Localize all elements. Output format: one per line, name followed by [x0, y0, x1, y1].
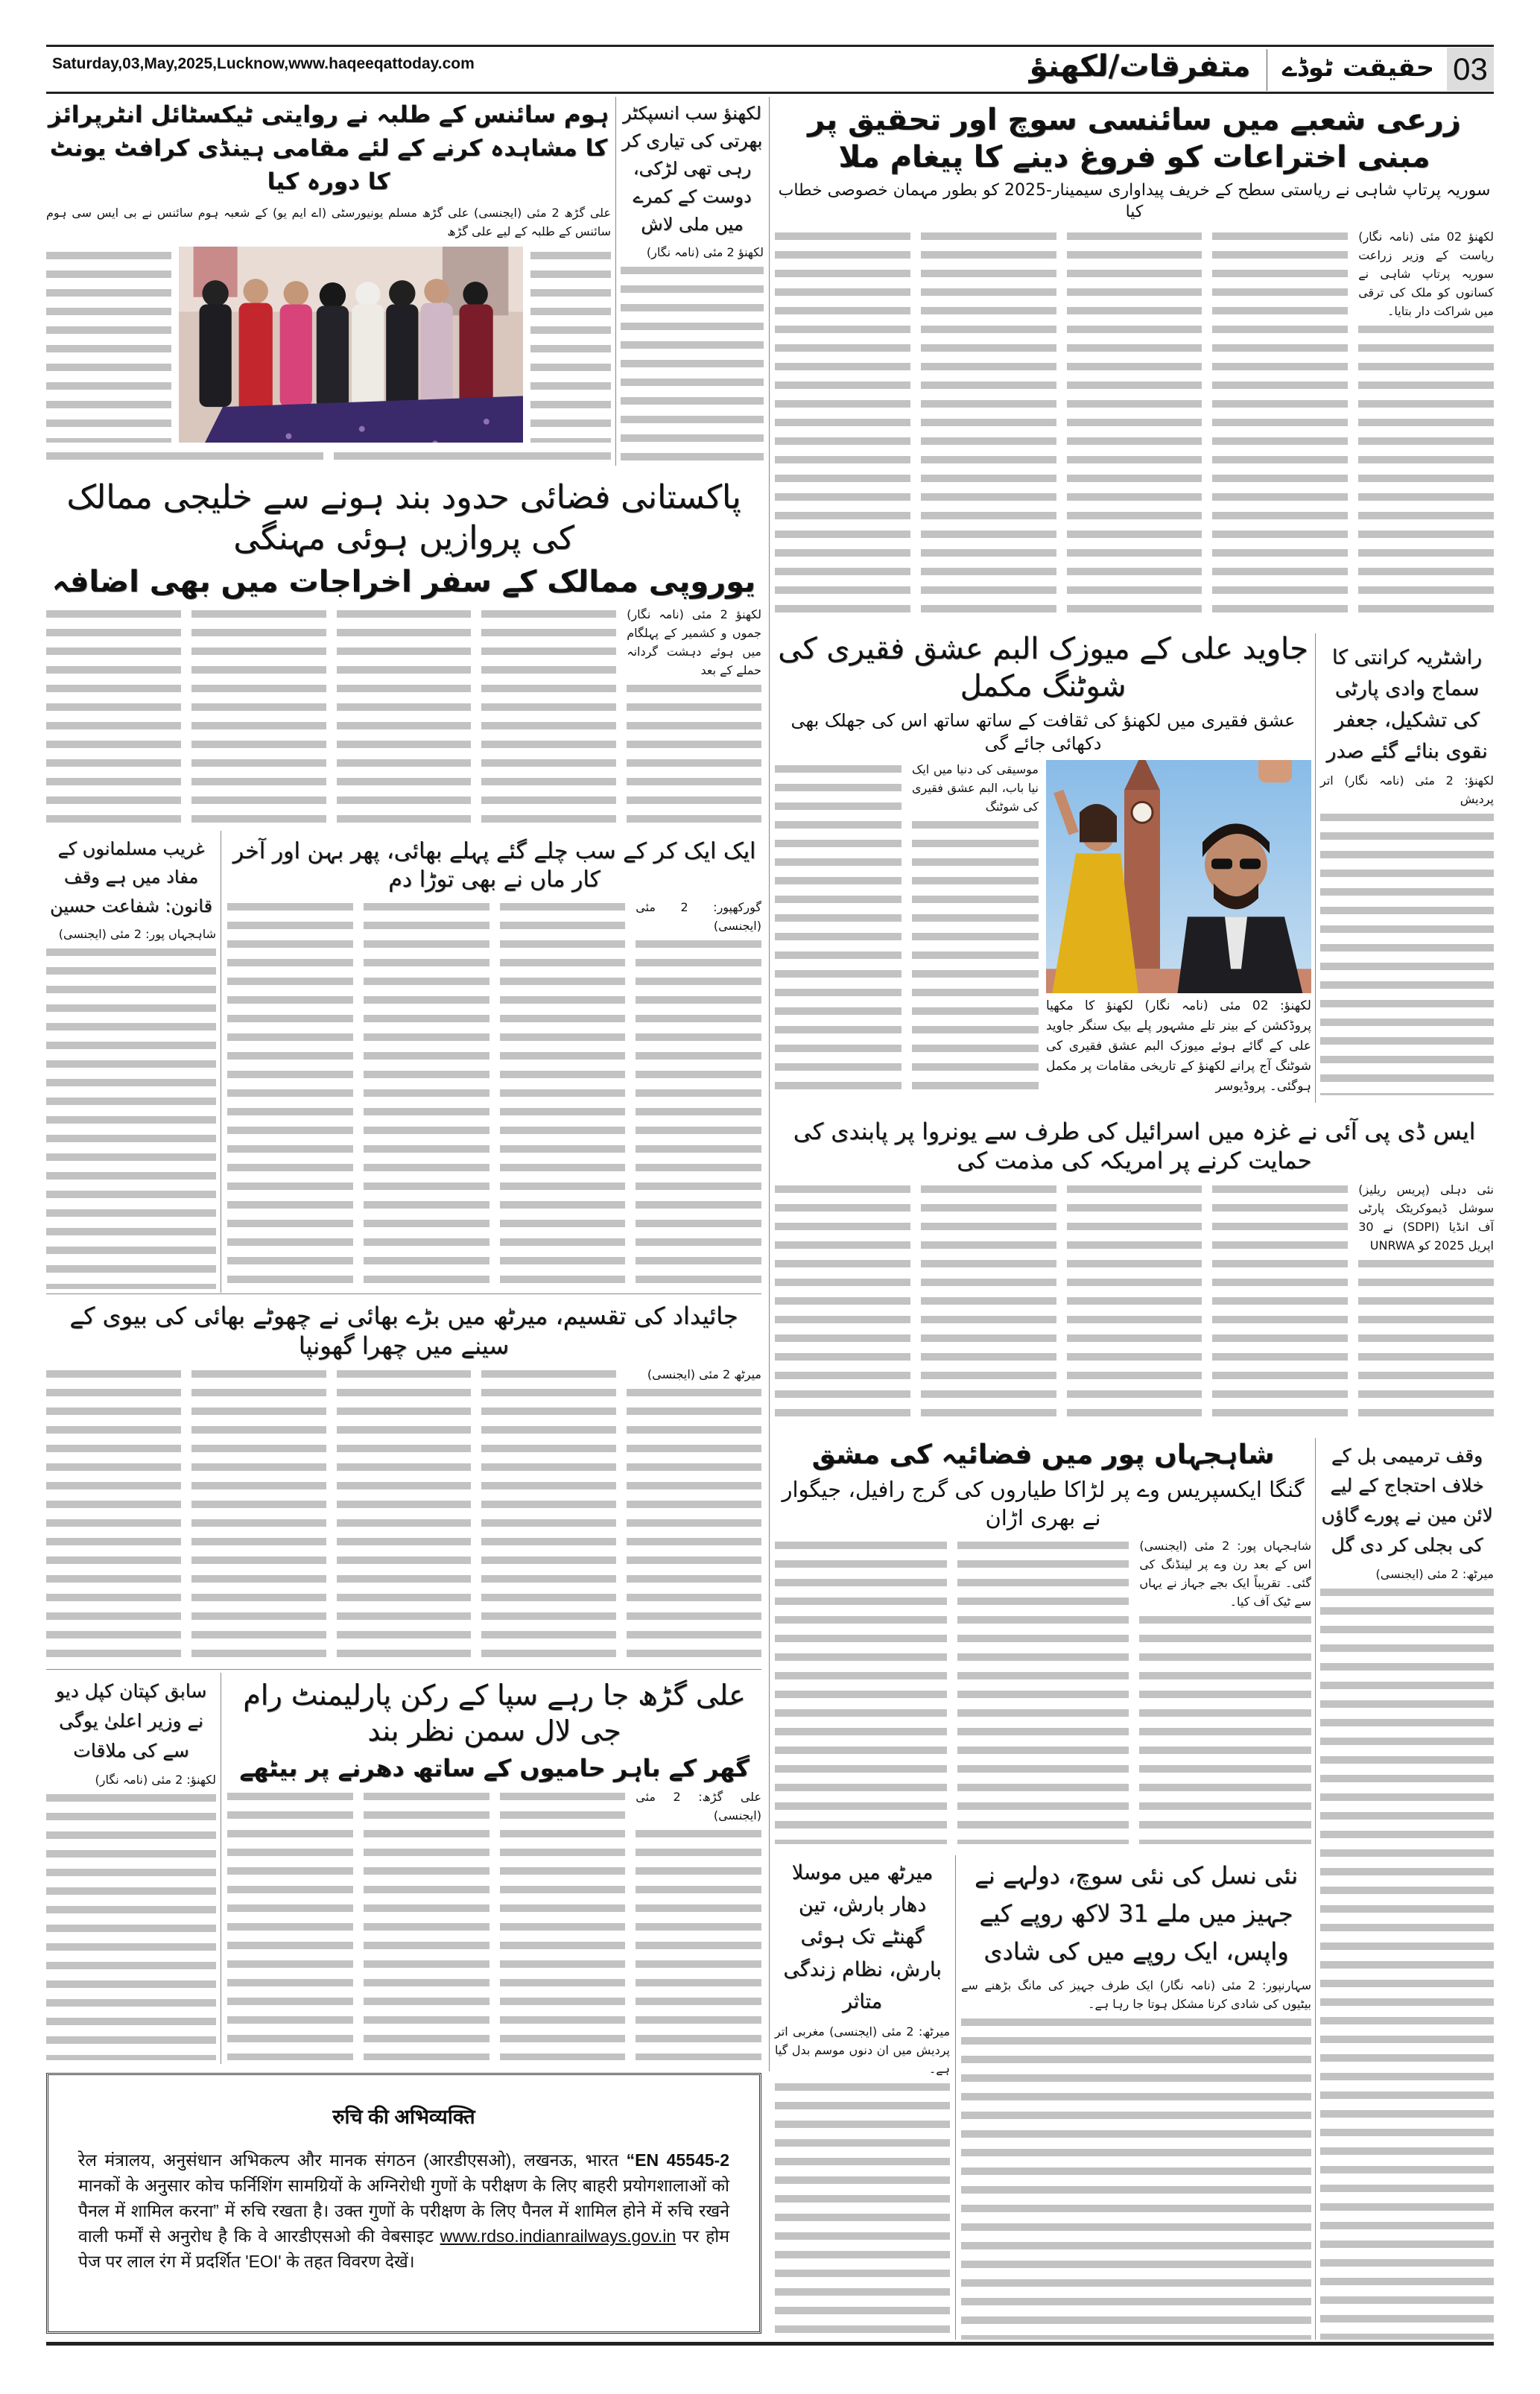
- text-column: [921, 227, 1056, 623]
- article-body: [775, 760, 1039, 1097]
- headline: شاہجہاں پور میں فضائیہ کی مشق: [775, 1438, 1311, 1472]
- article-airforce-drill: [775, 1438, 1311, 1844]
- article-home-science: [46, 98, 611, 466]
- headline: پاکستانی فضائی حدود بند ہونے سے خلیجی ممالک کی پروازیں ہوئی مہنگی: [46, 477, 761, 559]
- article-kapil-dev: [46, 1676, 216, 2060]
- ad-title: रुचि की अभिव्यक्ति: [332, 2106, 475, 2128]
- ad-text: रेल मंत्रालय, अनुसंधान अभिकल्प और मानक संगठन (आरडीएसओ), लखनऊ, भारत: [78, 2150, 627, 2170]
- article-dowry-returned: [961, 1857, 1311, 2340]
- headline: غریب مسلمانوں کے مفاد میں ہے وقف قانون: شفاعت حسین: [46, 835, 216, 920]
- photo-row: [775, 760, 1311, 1097]
- text-column: [921, 1180, 1056, 1425]
- newspaper-logo: حقیقت ٹوڈے: [1281, 53, 1435, 83]
- article-body: [46, 247, 171, 443]
- article-body: [1320, 1565, 1494, 2340]
- text-column: [530, 247, 611, 443]
- headline: علی گڑھ جا رہے سپا کے رکن پارلیمنٹ رام جی لال سمن نظر بند: [227, 1678, 761, 1749]
- text-column: [191, 605, 326, 823]
- article-javed-ali-album: [775, 630, 1311, 1097]
- article-property-dispute: [46, 1301, 761, 1663]
- article-meerut-rain: [775, 1857, 950, 2340]
- text-column: [775, 1180, 910, 1425]
- text-column: [1212, 1180, 1348, 1425]
- article-lead: لکھنؤ 02 مئی (نامہ نگار) ریاست کے وزیر زراعت سوریہ پرتاپ شاہی نے کسانوں کو ملک کی ترقی میں شراکت دار بتایا۔: [1358, 227, 1494, 320]
- text-column: [191, 1365, 326, 1663]
- article-body: [46, 1770, 216, 2060]
- article-ramji-lal-suman: [227, 1678, 761, 2060]
- article-lead: میرٹھ 2 مئی (ایجنسی): [627, 1365, 761, 1384]
- section-title: متفرقات/لکھنؤ: [1029, 49, 1251, 83]
- article-lead: شاہجہاں پور: 2 مئی (ایجنسی) اس کے بعد رن وے پر لینڈنگ کی گئی۔ تقریباً ایک بجے جہاز نے یہاں سے ٹیک آف کیا۔: [1139, 1536, 1311, 1611]
- text-column: [1067, 227, 1202, 623]
- article-si-girl: [621, 100, 764, 462]
- article-body: [621, 243, 764, 462]
- photo-row: [46, 247, 611, 443]
- article-lead: گورکھپور: 2 مئی (ایجنسی): [636, 898, 761, 935]
- ad-text: पर होम पेज पर लाल रंग में प्रदर्शित 'EOI' के तहत विवरण देखें।: [78, 2226, 730, 2271]
- photo-frame: [179, 247, 523, 443]
- ad-body: [78, 2147, 729, 2274]
- text-column: [621, 243, 764, 462]
- dateline: Saturday,03,May,2025,Lucknow,www.haqeeqattoday.com: [52, 55, 475, 72]
- headline: جائیداد کی تقسیم، میرٹھ میں بڑے بھائی نے چھوٹے بھائی کی بیوی کے سینے میں چھرا گھونپا: [46, 1301, 761, 1361]
- headline: ایک ایک کر کے سب چلے گئے پہلے بھائی، پھر بہن اور آخر کار ماں نے بھی توڑا دم: [227, 837, 761, 893]
- text-column: [1320, 1565, 1494, 2340]
- article-body: [46, 203, 611, 241]
- article-body: [775, 2022, 950, 2340]
- text-column: [364, 1787, 489, 2060]
- ad-text: मानकों के अनुसार कोच फर्निशिंग सामग्रियों के अग्निरोधी गुणों के परीक्षण के लिए बाहरी प्रयोगशालाओं को पैनल में शामिल करना” में रुचि रखता है। उक्त गुणों के परीक्षण के लिए पैनल में शामिल होने में रुचि रखने वाली फर्मों से अनुरोध है कि वे आरडीएसओ की वेबसाइट: [78, 2176, 729, 2246]
- headline: زرعی شعبے میں سائنسی سوچ اور تحقیق پر مبنی اختراعات کو فروغ دینے کا پیغام ملا: [775, 101, 1494, 176]
- headline: وقف ترمیمی بل کے خلاف احتجاج کے لیے لائن مین نے پورے گاؤں کی بجلی کر دی گل: [1320, 1441, 1494, 1560]
- column-divider: [615, 97, 616, 466]
- column-divider: [769, 97, 770, 2071]
- article-body: [775, 227, 1494, 623]
- section-divider: [46, 1293, 761, 1294]
- column-divider: [1315, 1438, 1316, 2340]
- subheadline: یوروپی ممالک کے سفر اخراجات میں بھی اضافہ: [46, 563, 761, 601]
- text-column: [46, 1770, 216, 2060]
- subheadline: گھر کے باہر حامیوں کے ساتھ دھرنے پر بیٹھے: [227, 1753, 761, 1783]
- column-divider: [955, 1855, 956, 2340]
- headline: ہوم سائنس کے طلبہ نے روایتی ٹیکسٹائل انٹرپرائز کا مشاہدہ کرنے کے لئے مقامی ہینڈی کرافٹ یونٹ کا دورہ کیا: [46, 98, 611, 199]
- article-lead: میرٹھ: 2 مئی (ایجنسی) مغربی اتر پردیش میں ان دنوں موسم بدل گیا ہے۔: [775, 2022, 950, 2078]
- article-body: [46, 605, 761, 823]
- subheadline: گنگا ایکسپریس وے پر لڑاکا طیاروں کی گرج رافیل، جیگوار نے بھری اڑان: [775, 1476, 1311, 1532]
- article-body: [1320, 771, 1494, 1095]
- article-body: [961, 1976, 1311, 2340]
- article-rashtriya-kranti: [1320, 642, 1494, 1095]
- article-body: [775, 1180, 1494, 1425]
- article-family-deaths: [227, 837, 761, 1289]
- text-column: [775, 1536, 947, 1844]
- article-lineman-waqf: [1320, 1441, 1494, 2340]
- article-lead: علی گڑھ: 2 مئی (ایجنسی): [636, 1787, 761, 1825]
- text-column: [500, 898, 626, 1289]
- article-lead: میرٹھ: 2 مئی (ایجنسی): [1320, 1565, 1494, 1583]
- text-column: [364, 898, 489, 1289]
- article-body: [46, 447, 611, 466]
- text-column: [636, 1787, 761, 2060]
- article-body: [775, 1536, 1311, 1844]
- expression-of-interest-ad: [46, 2073, 761, 2334]
- text-column: [337, 1365, 472, 1663]
- article-lead: سہارنپور: 2 مئی (نامہ نگار) ایک طرف جہیز کی مانگ بڑھنے سے بیٹیوں کی شادی کرنا مشکل ہوتا جا رہا ہے۔: [961, 1976, 1311, 2013]
- article-lead: علی گڑھ 2 مئی (ایجنسی) علی گڑھ مسلم یونیورسٹی (اے ایم یو) کے شعبہ ہوم سائنس نے بی ایس سی ہوم سائنس کے طلبہ کے لیے علی گڑھ: [46, 203, 611, 241]
- subheadline: عشق فقیری میں لکھنؤ کی ثقافت کے ساتھ ساتھ اس کی جھلک بھی دکھائی جائے گی: [775, 709, 1311, 756]
- bottom-rule: [46, 2342, 1494, 2346]
- text-column: [961, 1976, 1311, 2340]
- text-column: [500, 1787, 626, 2060]
- text-column: [636, 898, 761, 1289]
- text-column: [775, 227, 910, 623]
- text-column: [337, 605, 472, 823]
- article-lead: موسیقی کی دنیا میں ایک نیا باب، البم عشق فقیری کی شوٹنگ: [912, 760, 1039, 816]
- article-lead: شاہجہاں پور: 2 مئی (ایجنسی): [46, 925, 216, 943]
- text-column: [46, 447, 323, 466]
- ad-standard: “EN 45545-2: [626, 2150, 730, 2170]
- photo-frame: [1046, 760, 1311, 993]
- headline: نئی نسل کی نئی سوچ، دولہے نے جہیز میں ملے 31 لاکھ روپے کیے واپس، ایک روپے میں کی شادی: [961, 1857, 1311, 1972]
- headline: لکھنؤ سب انسپکٹر بھرتی کی تیاری کر رہی تھی لڑکی، دوست کے کمرے میں ملی لاش: [621, 100, 764, 238]
- article-agri-seminar: [775, 101, 1494, 623]
- article-lead: نئی دہلی (پریس ریلیز) سوشل ڈیموکریٹک پارٹی آف انڈیا (SDPI) نے 30 اپریل 2025 کو UNRWA: [1358, 1180, 1494, 1255]
- article-sdpi: [775, 1118, 1494, 1425]
- headline: جاوید علی کے میوزک البم عشق فقیری کی شوٹنگ مکمل: [775, 630, 1311, 705]
- text-column: [1212, 227, 1348, 623]
- text-column: [46, 925, 216, 1289]
- text-column: [481, 1365, 616, 1663]
- article-lead: لکھنؤ 2 مئی (نامہ نگار): [621, 243, 764, 262]
- photo-column: [1046, 760, 1311, 1097]
- text-column: [957, 1536, 1129, 1844]
- top-rule: [46, 45, 1494, 47]
- article-body: [227, 1787, 761, 2060]
- text-column: [46, 1365, 181, 1663]
- headline: سابق کپتان کپل دیو نے وزیر اعلیٰ یوگی سے کی ملاقات: [46, 1676, 216, 1766]
- subheadline: سوریہ پرتاپ شاہی نے ریاستی سطح کے خریف پیداواری سیمینار-2025 کو بطور مہمان خصوصی خطاب کیا: [775, 180, 1494, 223]
- page-number: 03: [1447, 48, 1494, 91]
- text-column: [334, 447, 611, 466]
- javed-ali-photo: [1046, 760, 1311, 993]
- textile-visit-photo: [179, 247, 523, 443]
- text-column: [481, 605, 616, 823]
- peace-sign-hand: [1258, 760, 1292, 782]
- photo-caption: لکھنؤ: 02 مئی (نامہ نگار) لکھنؤ کا مکھیا پروڈکشن کے بینر تلے مشہور پلے بیک سنگر جاوید علی کے گائے ہوئے میوزک البم عشق فقیری کی شوٹنگ آج پرانے لکھنؤ کے تاریخی مقامات پر مکمل ہوگئی۔ پروڈیوسر: [1046, 996, 1311, 1097]
- text-column: [775, 760, 901, 1097]
- text-column: [46, 605, 181, 823]
- header-bottom-rule: [46, 92, 1494, 94]
- headline: میرٹھ میں موسلا دھار بارش، تین گھنٹے تک ہوئی بارش، نظام زندگی متاثر: [775, 1857, 950, 2018]
- text-column: [227, 898, 353, 1289]
- column-divider: [1315, 633, 1316, 1103]
- article-waqf-shafaat: [46, 835, 216, 1289]
- headline: راشٹریہ کرانتی کا سماج وادی پارٹی کی تشکیل، جعفر نقوی بنائے گئے صدر: [1320, 642, 1494, 767]
- article-body: [46, 1365, 761, 1663]
- article-lead: لکھنؤ: 2 مئی (نامہ نگار) اتر پردیش: [1320, 771, 1494, 808]
- section-divider: [46, 1669, 761, 1670]
- article-lead: لکھنؤ: 2 مئی (نامہ نگار): [46, 1770, 216, 1789]
- text-column: [1067, 1180, 1202, 1425]
- text-column: [46, 247, 171, 443]
- headline: ایس ڈی پی آئی نے غزہ میں اسرائیل کی طرف سے یونروا پر پابندی کی حمایت کرنے پر امریکہ کی مذمت کی: [775, 1118, 1494, 1176]
- article-body: [227, 898, 761, 1289]
- text-column: [227, 1787, 353, 2060]
- article-body: [530, 247, 611, 443]
- article-lead: لکھنؤ 2 مئی (نامہ نگار) جموں و کشمیر کے پہلگام میں ہوئے دہشت گردانہ حملے کے بعد: [627, 605, 761, 680]
- text-column: [1320, 771, 1494, 1095]
- article-body: [46, 925, 216, 1289]
- article-pakistan-airspace: [46, 477, 761, 823]
- rdso-website-link[interactable]: www.rdso.indianrailways.gov.in: [440, 2226, 676, 2246]
- text-column: [627, 1365, 761, 1663]
